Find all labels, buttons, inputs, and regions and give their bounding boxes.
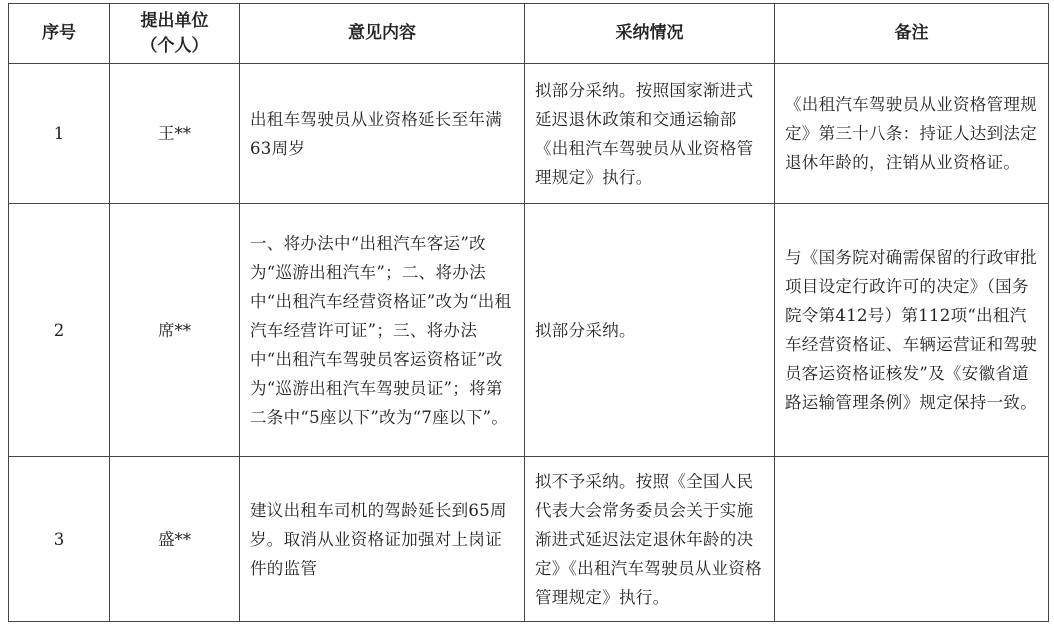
header-row [9, 4, 1049, 64]
cell-content: 建议出租车司机的驾龄延长到65周岁。取消从业资格证加强对上岗证件的监管 [240, 457, 525, 622]
opinion-table [8, 3, 1049, 622]
header-adoption: 采纳情况 [525, 4, 775, 64]
cell-content: 一、将办法中“出租汽车客运”改为“巡游出租汽车”；二、将办法中“出租汽车经营资格证”改为“出租汽车经营许可证”；三、将办法中“出租汽车驾驶员客运资格证”改为“巡游出租汽车驾驶员证”；将第二条中“5座以下”改为“7座以下”。 [240, 204, 525, 457]
cell-adoption: 拟部分采纳。 [525, 204, 775, 457]
header-unit [110, 4, 240, 64]
cell-unit: 席** [110, 204, 240, 457]
table-row [9, 457, 1049, 622]
header-unit-line1: 提出单位 [140, 10, 209, 31]
table-row [9, 204, 1049, 457]
cell-remarks: 《出租汽车驾驶员从业资格管理规定》第三十八条：持证人达到法定退休年龄的，注销从业资格证。 [775, 64, 1049, 204]
cell-remarks: 与《国务院对确需保留的行政审批项目设定行政许可的决定》（国务院令第412号）第112项“出租汽车经营资格证、车辆运营证和驾驶员客运资格证核发”及《安徽省道路运输管理条例》规定保持一致。 [775, 204, 1049, 457]
cell-remarks [775, 457, 1049, 622]
cell-seq: 3 [9, 457, 110, 622]
cell-adoption: 拟部分采纳。按照国家渐进式延迟退休政策和交通运输部《出租汽车驾驶员从业资格管理规定》执行。 [525, 64, 775, 204]
cell-adoption: 拟不予采纳。按照《全国人民代表大会常务委员会关于实施渐进式延迟法定退休年龄的决定》《出租汽车驾驶员从业资格管理规定》执行。 [525, 457, 775, 622]
cell-unit: 王** [110, 64, 240, 204]
cell-unit: 盛** [110, 457, 240, 622]
header-seq: 序号 [9, 4, 110, 64]
table-row [9, 64, 1049, 204]
cell-seq: 1 [9, 64, 110, 204]
header-content: 意见内容 [240, 4, 525, 64]
header-unit-line2: （个人） [140, 35, 209, 56]
cell-seq: 2 [9, 204, 110, 457]
cell-content: 出租车驾驶员从业资格延长至年满63周岁 [240, 64, 525, 204]
header-remarks: 备注 [775, 4, 1049, 64]
